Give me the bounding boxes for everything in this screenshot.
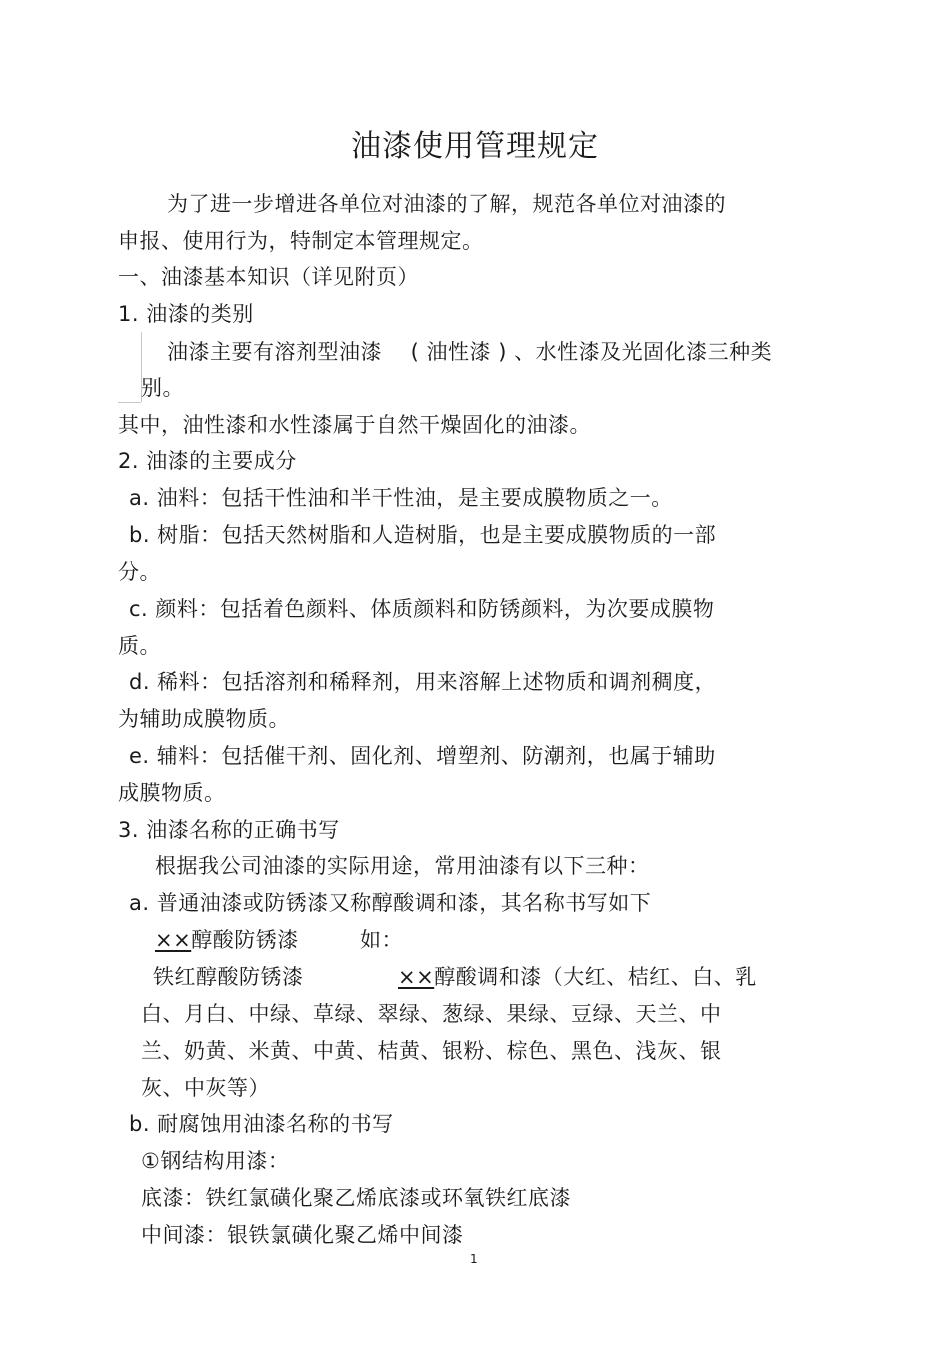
margin-mark-horizontal bbox=[118, 402, 141, 403]
s3-a-colors-4: 灰、中灰等） bbox=[141, 1076, 270, 1100]
s3-a-example-label: 如： bbox=[360, 928, 403, 952]
s1-para-1b: 别。 bbox=[141, 376, 184, 400]
s3-intro: 根据我公司油漆的实际用途，常用油漆有以下三种： bbox=[155, 854, 650, 878]
s3-a-format-line-2 bbox=[398, 962, 757, 992]
intro-line-1: 为了进一步增进各单位对油漆的了解，规范各单位对油漆的 bbox=[167, 192, 726, 216]
s3-a-example: 铁红醇酸防锈漆 bbox=[153, 965, 304, 989]
s3-item-b: b. 耐腐蚀用油漆名称的书写 bbox=[129, 1112, 394, 1136]
s2-item-a: a. 油料：包括干性油和半干性油，是主要成膜物质之一。 bbox=[129, 486, 673, 510]
section-1-heading: 一、油漆基本知识（详见附页） bbox=[118, 265, 419, 289]
intro-line-2: 申报、使用行为，特制定本管理规定。 bbox=[118, 229, 484, 253]
s2-item-e-2: 成膜物质。 bbox=[118, 781, 226, 805]
s2-item-d-2: 为辅助成膜物质。 bbox=[118, 707, 290, 731]
subsection-3-heading: 3. 油漆名称的正确书写 bbox=[118, 818, 340, 842]
s2-item-c-2: 质。 bbox=[118, 634, 161, 658]
s1-para-1a: 油漆主要有溶剂型油漆 ( 油性漆 ) 、水性漆及光固化漆三种类 bbox=[167, 340, 773, 364]
format-name-2: 醇酸调和漆（大红、桔红、白、乳 bbox=[434, 965, 757, 989]
s3-item-a: a. 普通油漆或防锈漆又称醇酸调和漆，其名称书写如下 bbox=[129, 891, 652, 915]
s3-a-colors-2: 白、月白、中绿、草绿、翠绿、葱绿、果绿、豆绿、天兰、中 bbox=[141, 1002, 722, 1026]
s2-item-b-2: 分。 bbox=[118, 560, 161, 584]
s2-item-d-1: d. 稀料：包括溶剂和稀释剂，用来溶解上述物质和调剂稠度， bbox=[129, 670, 717, 694]
s3-b-primer: 底漆：铁红氯磺化聚乙烯底漆或环氧铁红底漆 bbox=[141, 1186, 571, 1210]
s1-para-2: 其中，油性漆和水性漆属于自然干燥固化的油漆。 bbox=[118, 413, 591, 437]
subsection-2-heading: 2. 油漆的主要成分 bbox=[118, 449, 297, 473]
s2-item-e-1: e. 辅料：包括催干剂、固化剂、增塑剂、防潮剂，也属于辅助 bbox=[129, 744, 716, 768]
placeholder-xx-2: ×× bbox=[398, 965, 435, 989]
placeholder-xx-1: ×× bbox=[155, 928, 192, 952]
s3-a-colors-3: 兰、奶黄、米黄、中黄、桔黄、银粉、棕色、黑色、浅灰、银 bbox=[141, 1039, 722, 1063]
page-number: 1 bbox=[470, 1252, 478, 1266]
s3-a-format-line bbox=[155, 925, 299, 955]
doc-title: 油漆使用管理规定 bbox=[351, 129, 599, 164]
format-name-1: 醇酸防锈漆 bbox=[191, 928, 299, 952]
s2-item-c-1: c. 颜料：包括着色颜料、体质颜料和防锈颜料，为次要成膜物 bbox=[129, 597, 715, 621]
s2-item-b-1: b. 树脂：包括天然树脂和人造树脂，也是主要成膜物质的一部 bbox=[129, 523, 717, 547]
s3-b-intermediate: 中间漆：银铁氯磺化聚乙烯中间漆 bbox=[141, 1223, 464, 1247]
s3-b-steel: ①钢结构用漆： bbox=[141, 1149, 290, 1173]
subsection-1-heading: 1. 油漆的类别 bbox=[118, 302, 254, 326]
